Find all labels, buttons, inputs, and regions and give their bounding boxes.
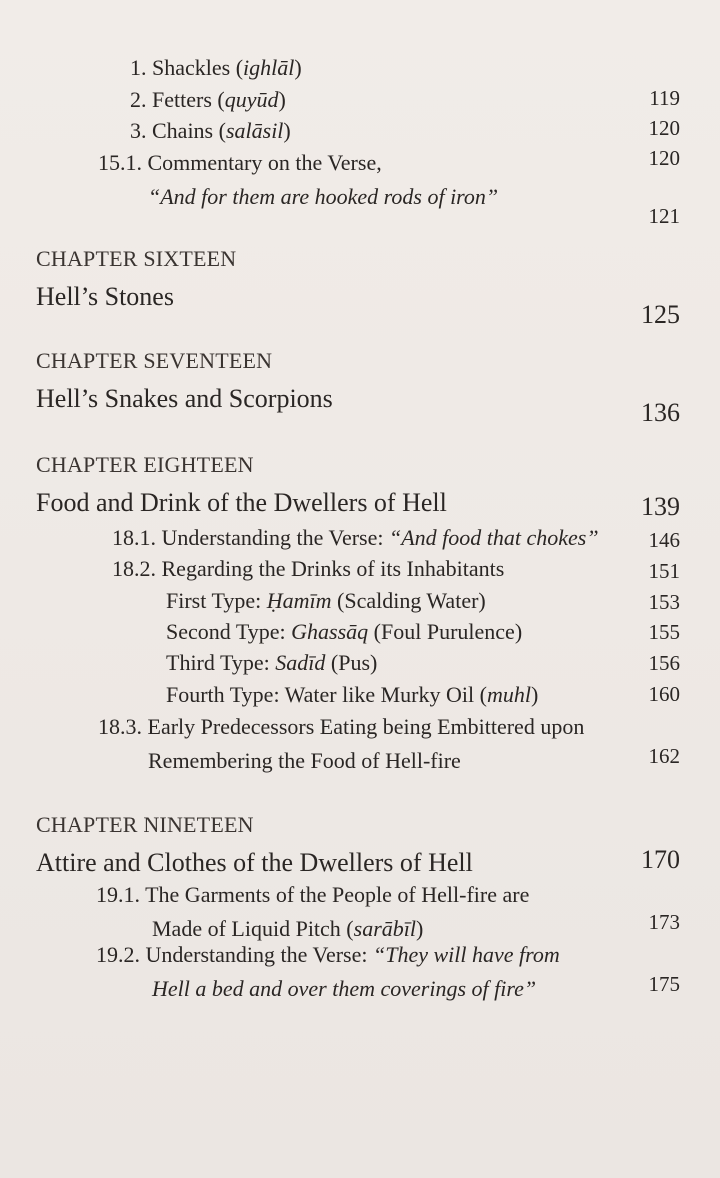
- page-number: 125: [641, 300, 680, 329]
- entry-text: 19.1. The Garments of the People of Hell-fire are: [96, 882, 530, 907]
- toc-entry-15-1: [98, 152, 382, 174]
- page-number: 139: [641, 492, 680, 521]
- chapter-title: Food and Drink of the Dwellers of Hell: [36, 488, 447, 517]
- entry-italic: “And for them are hooked rods of iron”: [148, 184, 499, 209]
- entry-text-tail: ): [294, 55, 302, 80]
- chapter-label: CHAPTER NINETEEN: [36, 812, 254, 837]
- page-number: 121: [648, 204, 680, 228]
- chapter-title: Hell’s Snakes and Scorpions: [36, 384, 333, 413]
- entry-italic: Hell a bed and over them coverings of fire”: [152, 976, 537, 1001]
- entry-text: 15.1. Commentary on the Verse,: [98, 150, 382, 175]
- toc-entry-19-2-cont: [152, 978, 536, 1000]
- entry-text: 18.3. Early Predecessors Eating being Embittered upon: [98, 714, 585, 739]
- page-number: 170: [641, 845, 680, 874]
- entry-text: Second Type:: [166, 619, 292, 644]
- chapter-label: CHAPTER EIGHTEEN: [36, 452, 254, 477]
- entry-text-tail: (Scalding Water): [331, 588, 486, 613]
- entry-text-tail: ): [530, 682, 539, 707]
- chapter-title: Attire and Clothes of the Dwellers of Hell: [36, 848, 473, 877]
- chapter-label: CHAPTER SEVENTEEN: [36, 348, 273, 373]
- toc-entry-19-2: [96, 944, 560, 966]
- page-number: 136: [641, 398, 680, 427]
- entry-text: 3. Chains (: [130, 118, 226, 143]
- entry-text: 19.2. Understanding the Verse:: [96, 942, 373, 967]
- toc-entry-second-type: [166, 621, 522, 643]
- chapter-title: Hell’s Stones: [36, 282, 174, 311]
- page-number: 146: [648, 528, 680, 552]
- toc-entry-18-2: [112, 558, 504, 580]
- entry-italic: Ghassāq: [291, 619, 369, 644]
- entry-text-tail: ): [278, 87, 286, 112]
- entry-italic: ighlāl: [243, 55, 295, 80]
- toc-entry-15-1-verse: [148, 186, 498, 208]
- page-number: 156: [648, 651, 680, 675]
- page-number: 120: [648, 116, 680, 140]
- entry-text-tail: ): [283, 118, 291, 143]
- toc-entry-shackles: [130, 57, 302, 79]
- entry-italic: “And food that chokes”: [389, 525, 599, 550]
- entry-italic: Sadīd: [275, 650, 326, 675]
- entry-italic: “They will have from: [373, 942, 560, 967]
- page-number: 119: [649, 86, 680, 110]
- entry-text: Made of Liquid Pitch (: [152, 916, 354, 941]
- toc-entry-first-type: [166, 590, 486, 612]
- chapter-label: CHAPTER SIXTEEN: [36, 246, 237, 271]
- toc-entry-chains: [130, 120, 291, 142]
- entry-italic: quyūd: [224, 87, 279, 112]
- entry-italic: sarābīl: [353, 916, 416, 941]
- entry-italic: Ḥamīm: [266, 588, 332, 613]
- entry-text-tail: (Pus): [325, 650, 378, 675]
- page-number: 160: [648, 682, 680, 706]
- entry-text: 2. Fetters (: [130, 87, 225, 112]
- entry-text: 18.2. Regarding the Drinks of its Inhabitants: [112, 556, 505, 581]
- entry-text-tail: (Foul Purulence): [368, 619, 523, 644]
- toc-entry-third-type: [166, 652, 377, 674]
- page-number: 162: [648, 744, 680, 768]
- entry-text: 1. Shackles (: [130, 55, 244, 80]
- toc-entry-18-3: [98, 716, 584, 738]
- entry-italic: salāsil: [225, 118, 284, 143]
- page-number: 173: [648, 910, 680, 934]
- entry-text: Fourth Type: Water like Murky Oil (: [166, 682, 487, 707]
- page-number: 151: [648, 559, 680, 583]
- toc-entry-fourth-type: [166, 684, 538, 706]
- entry-text-tail: ): [416, 916, 424, 941]
- entry-text: Remembering the Food of Hell-fire: [148, 748, 461, 773]
- toc-entry-19-1: [96, 884, 529, 906]
- toc-entry-18-1: [112, 527, 599, 549]
- page-number: 175: [648, 972, 680, 996]
- page-number: 153: [648, 590, 680, 614]
- entry-italic: muhl: [486, 682, 531, 707]
- toc-entry-19-1-cont: [152, 918, 423, 940]
- entry-text: First Type:: [166, 588, 267, 613]
- page-number: 155: [648, 620, 680, 644]
- toc-entry-fetters: [130, 89, 286, 111]
- page-number: 120: [648, 146, 680, 170]
- entry-text: Third Type:: [166, 650, 276, 675]
- entry-text: 18.1. Understanding the Verse:: [112, 525, 389, 550]
- toc-entry-18-3-cont: [148, 750, 461, 772]
